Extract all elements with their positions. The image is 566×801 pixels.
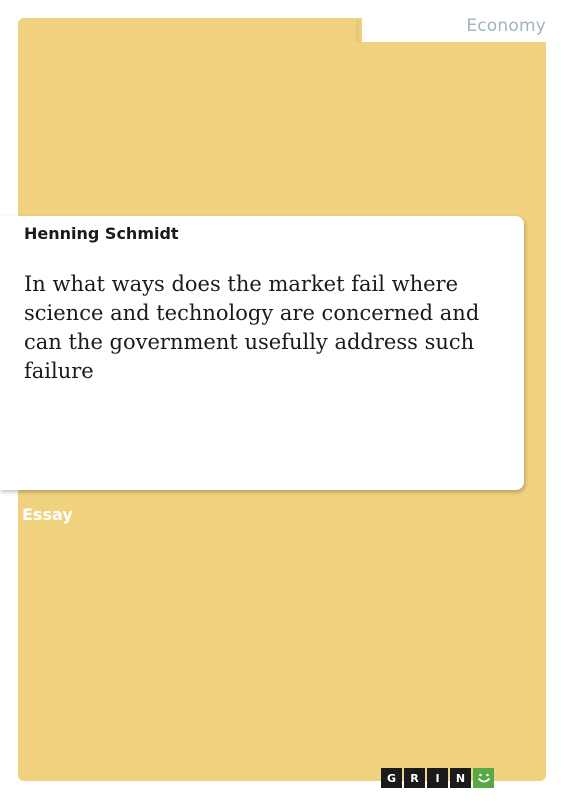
book-title: In what ways does the market fail where science and technology are concerned and can the government usefully address such failure	[24, 272, 480, 383]
author-name: Henning Schmidt	[24, 224, 179, 243]
grin-logo-letter-n: N	[450, 768, 471, 788]
category-label: Economy	[466, 16, 546, 36]
smiley-icon	[473, 768, 494, 788]
grin-logo-letter-g: G	[381, 768, 402, 788]
document-type-label: Essay	[22, 505, 73, 524]
cover-notch-shadow	[356, 20, 362, 42]
grin-logo-letter-r: R	[404, 768, 425, 788]
grin-logo	[381, 768, 494, 788]
grin-logo-letter-i: I	[427, 768, 448, 788]
